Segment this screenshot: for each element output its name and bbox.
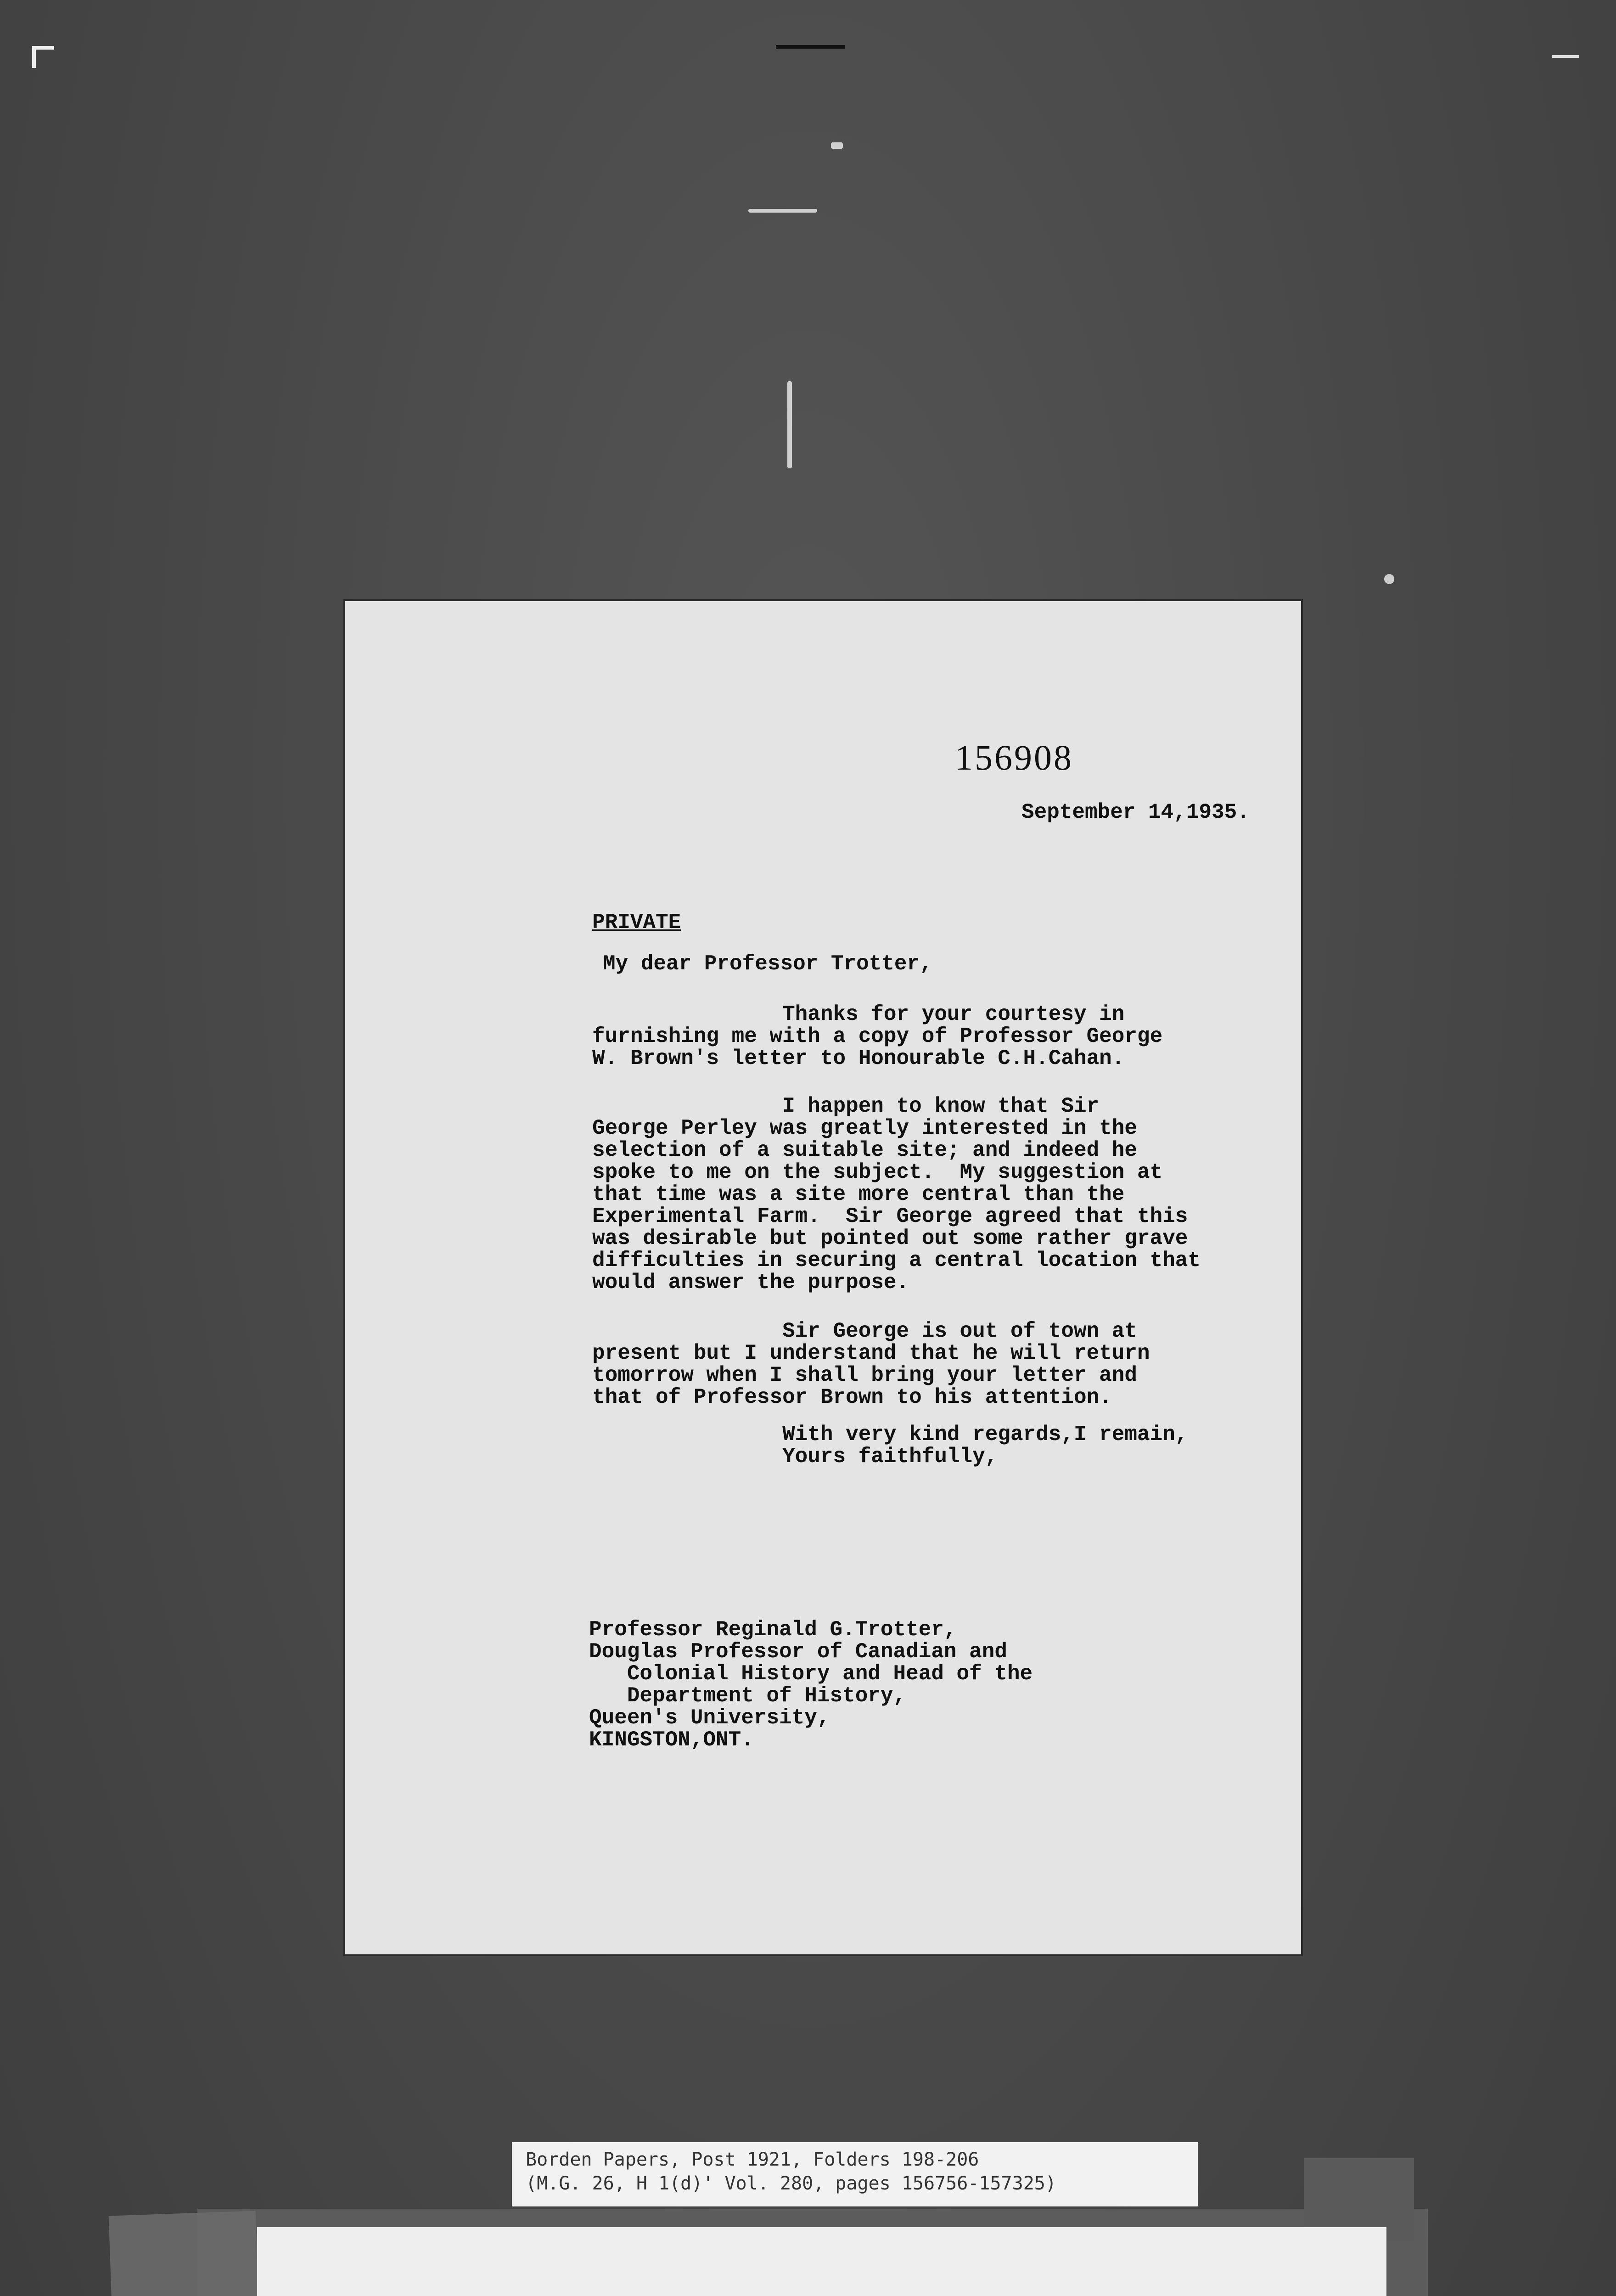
film-top-mark: [776, 45, 845, 49]
film-right-mark: [1552, 55, 1579, 58]
addressee-block: Professor Reginald G.Trotter, Douglas Professor of Canadian and Colonial History and Head of the Department of History, Queen's University, KINGSTON,ONT.: [589, 1618, 1033, 1752]
document-number: 156908: [955, 737, 1073, 777]
paragraph-2: I happen to know that Sir George Perley was greatly interested in the selection of a suitable site; and indeed he spoke to me on the subject. My suggestion at that time was a site more central than the Experimental Farm. Sir George agreed that this was desirable but pointed out some rather grave difficulties in securing a central location that would answer the purpose.: [592, 1094, 1201, 1294]
private-marking: PRIVATE: [592, 911, 681, 934]
archive-reference-line-1: Borden Papers, Post 1921, Folders 198-206: [526, 2149, 979, 2170]
film-scratch: [787, 381, 792, 468]
archive-reference-label: [512, 2142, 1198, 2206]
salutation: My dear Professor Trotter,: [603, 952, 932, 976]
film-corner-mark: [32, 46, 54, 68]
archive-plate: [257, 2227, 1386, 2296]
closing: With very kind regards,I remain, Yours faithfully,: [782, 1423, 1188, 1469]
tape-strip: [109, 2211, 259, 2296]
paragraph-3: Sir George is out of town at present but I understand that he will return tomorrow when I shall bring your letter and that of Professor Brown to his attention.: [592, 1319, 1150, 1409]
archive-reference-line-2: (M.G. 26, H 1(d)' Vol. 280, pages 156756-157325): [526, 2173, 1056, 2194]
film-scratch: [748, 209, 817, 213]
letter-date: September 14,1935.: [1021, 800, 1250, 824]
letter-page: [343, 599, 1303, 1956]
film-scratch: [831, 142, 843, 149]
film-scratch: [1384, 574, 1394, 584]
paragraph-1: Thanks for your courtesy in furnishing me with a copy of Professor George W. Brown's letter to Honourable C.H.Cahan.: [592, 1002, 1163, 1070]
